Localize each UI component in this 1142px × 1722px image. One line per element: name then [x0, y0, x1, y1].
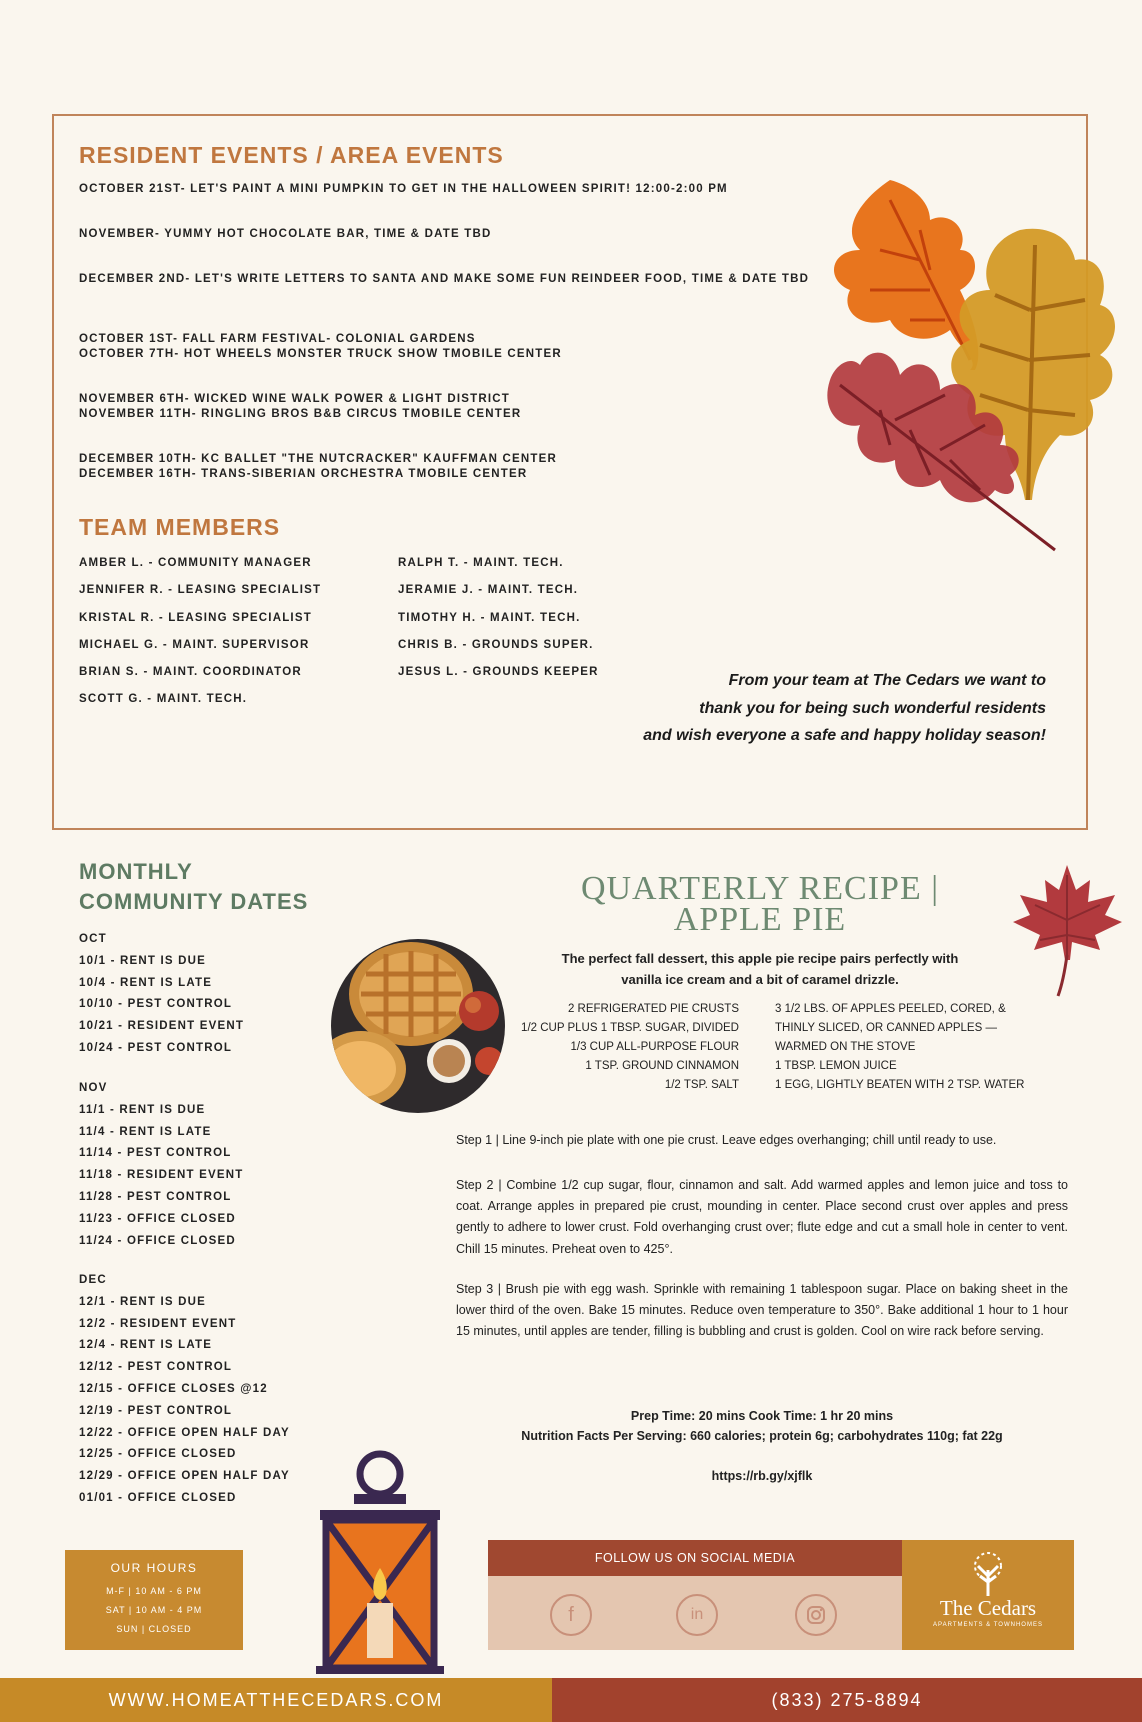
calendar-item: 11/4 - RENT IS LATE: [79, 1125, 212, 1138]
ingredient: WARMED ON THE STOVE: [775, 1041, 916, 1053]
tree-icon: [964, 1550, 1012, 1598]
calendar-item: 11/28 - PEST CONTROL: [79, 1190, 232, 1203]
calendar-item: 11/23 - OFFICE CLOSED: [79, 1212, 236, 1225]
ingredient: 1 TSP. GROUND CINNAMON: [585, 1060, 739, 1072]
ingredients-left: [505, 1000, 739, 1095]
calendar-item: 10/4 - RENT IS LATE: [79, 976, 213, 989]
recipe-title: [545, 870, 975, 938]
area-events-november: [79, 392, 521, 422]
calendar-item: 12/2 - RESIDENT EVENT: [79, 1317, 237, 1330]
thank-you-line: From your team at The Cedars we want to: [728, 672, 1046, 689]
instagram-glyph: [806, 1605, 826, 1625]
calendar-heading: [79, 857, 308, 917]
area-event: NOVEMBER 6TH- WICKED WINE WALK POWER & LIGHT DISTRICT: [79, 393, 510, 405]
ingredient: 3 1/2 LBS. OF APPLES PEELED, CORED, &: [775, 1003, 1006, 1015]
thank-you-line: and wish everyone a safe and happy holiday season!: [643, 727, 1046, 744]
lantern-icon: [312, 1448, 448, 1676]
calendar-heading-line: MONTHLY: [79, 859, 193, 884]
calendar-item: 12/22 - OFFICE OPEN HALF DAY: [79, 1426, 290, 1439]
month-label: NOV: [79, 1082, 108, 1094]
recipe-title-line: QUARTERLY RECIPE |: [580, 870, 940, 907]
ingredients-right: [775, 1000, 1075, 1095]
autumn-leaves-illustration: [820, 170, 1140, 560]
logo-name: The Cedars: [939, 1596, 1037, 1620]
logo-tagline: APARTMENTS & TOWNHOMES: [933, 1622, 1043, 1628]
area-event: OCTOBER 7TH- HOT WHEELS MONSTER TRUCK SHOW TMOBILE CENTER: [79, 348, 562, 360]
recipe-intro-line: vanilla ice cream and a bit of caramel drizzle.: [621, 972, 899, 987]
recipe-intro: [505, 948, 1015, 990]
month-label: OCT: [79, 933, 107, 945]
area-events-october: [79, 332, 562, 362]
recipe-link[interactable]: https://rb.gy/xjflk: [711, 1469, 813, 1483]
calendar-item: 12/19 - PEST CONTROL: [79, 1404, 233, 1417]
calendar-item: 11/18 - RESIDENT EVENT: [79, 1169, 244, 1182]
calendar-item: 12/29 - OFFICE OPEN HALF DAY: [79, 1470, 290, 1483]
calendar-item: 11/1 - RENT IS DUE: [79, 1103, 206, 1116]
ingredient: 2 REFRIGERATED PIE CRUSTS: [567, 1003, 739, 1015]
thank-you-line: thank you for being such wonderful residents: [699, 699, 1046, 717]
calendar-item: 10/24 - PEST CONTROL: [79, 1041, 233, 1054]
team-member: KRISTAL R. - LEASING SPECIALIST: [79, 611, 312, 624]
team-member: SCOTT G. - MAINT. TECH.: [79, 693, 248, 706]
cedars-logo: [902, 1540, 1074, 1650]
area-event: DECEMBER 16TH- TRANS-SIBERIAN ORCHESTRA TMOBILE CENTER: [79, 468, 528, 480]
recipe-intro-line: The perfect fall dessert, this apple pie recipe pairs perfectly with: [561, 951, 959, 966]
area-event: NOVEMBER 11TH- RINGLING BROS B&B CIRCUS TMOBILE CENTER: [79, 408, 522, 420]
recipe-step-3: Step 3 | Brush pie with egg wash. Sprinkle with remaining 1 tablespoon sugar. Place on baking sheet in the lower third of the oven. Bake 15 minutes. Reduce oven temperature to 350°. Bake additional 1 hour to 1 hour 15 minutes, until apples are tender, filling is bubbling and crust is golden. Cool on wire rack before serving.: [456, 1282, 1068, 1339]
ingredient: 1 TBSP. LEMON JUICE: [775, 1060, 897, 1072]
calendar-heading-line: COMMUNITY DATES: [79, 889, 309, 914]
resident-event-2: NOVEMBER- YUMMY HOT CHOCOLATE BAR, TIME & DATE TBD: [79, 228, 492, 240]
calendar-item: 11/24 - OFFICE CLOSED: [79, 1234, 236, 1247]
orange-leaf-icon: [834, 180, 978, 370]
team-member: JERAMIE J. - MAINT. TECH.: [398, 584, 579, 597]
calendar-item: 11/14 - PEST CONTROL: [79, 1147, 232, 1160]
month-label: DEC: [79, 1274, 107, 1286]
hours-sunday: SUN | CLOSED: [116, 1624, 192, 1634]
calendar-item: 12/15 - OFFICE CLOSES @12: [79, 1382, 268, 1395]
calendar-november: [79, 1078, 243, 1252]
calendar-item: 10/1 - RENT IS DUE: [79, 954, 207, 967]
team-member: RALPH T. - MAINT. TECH.: [398, 557, 564, 569]
calendar-item: 01/01 - OFFICE CLOSED: [79, 1491, 237, 1504]
hours-saturday: SAT | 10 AM - 4 PM: [105, 1605, 203, 1615]
social-heading: FOLLOW US ON SOCIAL MEDIA: [488, 1540, 902, 1576]
apple-pie-photo: [331, 939, 505, 1113]
team-member: TIMOTHY H. - MAINT. TECH.: [398, 611, 581, 624]
recipe-times: Prep Time: 20 mins Cook Time: 1 hr 20 mins: [630, 1409, 894, 1423]
events-heading: RESIDENT EVENTS / AREA EVENTS: [79, 142, 504, 168]
calendar-december: [79, 1270, 290, 1510]
recipe-step-2: Step 2 | Combine 1/2 cup sugar, flour, cinnamon and salt. Add warmed apples and lemon juice and toss to coat. Arrange apples in prepared pie crust, mounding in center. Place second crust over apples and press gently to adhere to lower crust. Fold overhanging crust over; flute edge and cut a small hole in center to vent. Chill 15 minutes. Preheat oven to 425°.: [456, 1178, 1068, 1256]
calendar-october: [79, 929, 244, 1060]
thank-you-message: [560, 667, 1046, 750]
team-heading: TEAM MEMBERS: [79, 514, 281, 540]
team-member: AMBER L. - COMMUNITY MANAGER: [79, 557, 312, 569]
resident-event-3: DECEMBER 2ND- LET'S WRITE LETTERS TO SANTA AND MAKE SOME FUN REINDEER FOOD, TIME & DATE TBD: [79, 273, 810, 285]
office-hours-box: [65, 1550, 243, 1650]
hours-weekday: M-F | 10 AM - 6 PM: [106, 1586, 202, 1596]
footer-website[interactable]: WWW.HOMEATTHECEDARS.COM: [0, 1678, 552, 1722]
team-member: BRIAN S. - MAINT. COORDINATOR: [79, 666, 302, 679]
calendar-item: 12/25 - OFFICE CLOSED: [79, 1448, 237, 1461]
resident-event-1: OCTOBER 21ST- LET'S PAINT A MINI PUMPKIN TO GET IN THE HALLOWEEN SPIRIT! 12:00-2:00 PM: [79, 183, 728, 195]
team-member: JENNIFER R. - LEASING SPECIALIST: [79, 584, 322, 597]
ingredient: THINLY SLICED, OR CANNED APPLES —: [775, 1022, 997, 1034]
hours-title: OUR HOURS: [110, 1561, 198, 1575]
calendar-item: 10/21 - RESIDENT EVENT: [79, 1020, 245, 1033]
facebook-icon[interactable]: f: [550, 1594, 592, 1636]
calendar-item: 10/10 - PEST CONTROL: [79, 998, 233, 1011]
team-list-right: [398, 550, 678, 686]
recipe-title-line: APPLE PIE: [673, 901, 847, 938]
team-list-left: [79, 550, 379, 714]
ingredient: 1 EGG, LIGHTLY BEATEN WITH 2 TSP. WATER: [775, 1079, 1025, 1091]
recipe-step-1: Step 1 | Line 9-inch pie plate with one pie crust. Leave edges overhanging; chill until ready to use.: [456, 1133, 997, 1147]
team-member: JESUS L. - GROUNDS KEEPER: [398, 666, 599, 679]
recipe-nutrition: Nutrition Facts Per Serving: 660 calories; protein 6g; carbohydrates 110g; fat 22g: [521, 1429, 1003, 1443]
calendar-item: 12/4 - RENT IS LATE: [79, 1339, 213, 1352]
area-event: DECEMBER 10TH- KC BALLET "THE NUTCRACKER" KAUFFMAN CENTER: [79, 453, 557, 465]
ingredient: 1/3 CUP ALL-PURPOSE FLOUR: [570, 1041, 739, 1053]
area-event: OCTOBER 1ST- FALL FARM FESTIVAL- COLONIAL GARDENS: [79, 333, 476, 345]
area-events-december: [79, 452, 557, 482]
team-member: MICHAEL G. - MAINT. SUPERVISOR: [79, 638, 310, 651]
linkedin-icon[interactable]: in: [676, 1594, 718, 1636]
ingredient: 1/2 TSP. SALT: [664, 1079, 739, 1091]
ingredient: 1/2 CUP PLUS 1 TBSP. SUGAR, DIVIDED: [521, 1022, 739, 1034]
maple-leaf-icon: [1010, 860, 1125, 1000]
calendar-item: 12/1 - RENT IS DUE: [79, 1295, 207, 1308]
calendar-item: 12/12 - PEST CONTROL: [79, 1361, 233, 1374]
instagram-icon[interactable]: [795, 1594, 837, 1636]
footer-phone[interactable]: (833) 275-8894: [552, 1678, 1142, 1722]
team-member: CHRIS B. - GROUNDS SUPER.: [398, 638, 594, 651]
